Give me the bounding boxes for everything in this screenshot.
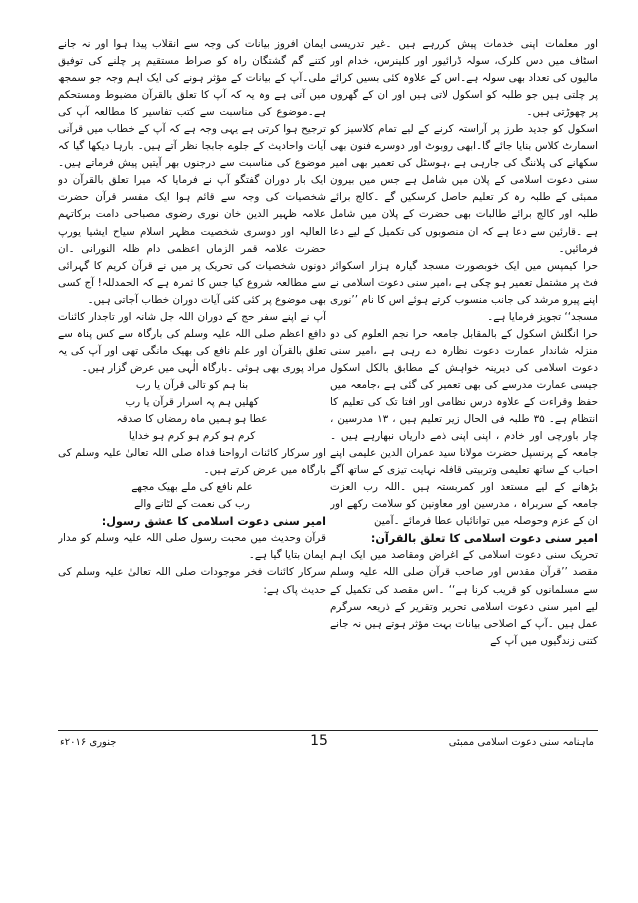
paragraph: حرا انگلش اسکول کے بالمقابل جامعہ حرا نجم العلوم کی دو منزلہ شاندار عمارت دعوت نظارہ دے رہی ہے ،امیر سنی دعوت اسلامی کی دیرینہ خواہش کے مطابق بالکل اسکول جیسی عمارت مدرسے کی بھی تعمیر کی گئی ہے ،جامعہ میں حفظ وقراءت کے علاوہ درس نظامی اور افتا تک کی تعلیم کا انتظام ہے۔ ۳۵ طلبہ فی الحال زیر تعلیم ہیں ، ۱۳ مدرسین ، چار باورچی اور خادم ، اپنی اپنی ذمے داریاں نبھارہے ہیں ۔ جامعہ کے پرنسپل حضرت مولانا سید عمران الدین علیمی اپنے احباب کے ساتھ تعلیمی وتربیتی قافلہ نہایت تیزی کے ساتھ آگے بڑھانے کے لیے مستعد اور کمربستہ ہیں ۔اللہ رب العزت جامعہ کے سربراہ ، مدرسین اور معاونین کو سلامت رکھے اور ان کے عزم وحوصلہ میں توانائیاں عطا فرمائے ۔آمین bbox=[330, 327, 598, 528]
paragraph: سرکار کائنات فخر موجودات صلی اللہ تعالیٰ علیہ وسلم کی حدیث پاک ہے: bbox=[58, 566, 326, 596]
footer-magazine-name: ماہنامہ سنی دعوت اسلامی ممبئی bbox=[448, 737, 594, 748]
paragraph: حرا کیمپس میں ایک خوبصورت مسجد گیارہ ہزار اسکوائر فٹ پر مشتمل تعمیر ہو چکی ہے ،امیر سنی دعوت اسلامی نے اپنے پیرو مرشد کی جانب منسوب کرتے ہوئے اس کا نام ’’نوری مسجد‘‘ تجویز فرمایا ہے۔ bbox=[330, 259, 598, 323]
poem-verse: کرم ہو کرم ہو کرم ہو خدایا bbox=[128, 430, 256, 443]
poem-verse: کھلیں ہم پہ اسرار قرآن یا رب bbox=[125, 395, 259, 408]
poem-verse: علم نافع کی ملے بھیک مجھے bbox=[131, 481, 253, 494]
paragraph: اسکول کو جدید طرز پر آراستہ کرنے کے لیے تمام کلاسیز کو اسمارٹ کلاس بنایا جائے گا۔ابھی روبوٹ اور دوسرے فنون بھی سکھانے کی پلاننگ کی جارہی ہے ،ہوسٹل کی تعمیر بھی امیر سنی دعوت اسلامی کے پلان میں شامل ہے جس میں بیرون ممبئی کے طلبہ رہ کر تعلیم حاصل کرسکیں گے ۔کالج برائے طلبہ اور کالج برائے طالبات بھی حضرت کے پلان میں شامل ہے ۔قارئین سے دعا ہے کہ ان منصوبوں کی تکمیل کے لیے دعا فرمائیں۔ bbox=[330, 123, 598, 255]
paragraph: اور سرکار کائنات ارواحنا فداہ صلی اللہ تعالیٰ علیہ وسلم کی بارگاہ میں عرض کرتے ہیں۔ bbox=[58, 447, 326, 477]
paragraph: قرآن وحدیث میں محبت رسول صلی اللہ علیہ وسلم کو مدار ایمان بتایا گیا ہے۔ bbox=[58, 532, 326, 562]
page-number: 15 bbox=[310, 733, 328, 749]
poem-verse: رب کی نعمت کے لٹانے والے bbox=[134, 498, 250, 511]
poem-verse: عطا ہو ہمیں ماہ رمضاں کا صدقہ bbox=[116, 413, 268, 426]
paragraph: تحریک سنی دعوت اسلامی کے اغراض ومقاصد میں ایک اہم مقصد ’’قرآن مقدس اور صاحب قرآن صلی اللہ علیہ وسلم سے مسلمانوں کو قریب کرنا ہے‘‘ ۔اس مقصد کی تکمیل کے لیے امیر سنی دعوت اسلامی تحریر وتقریر کے ذریعہ سرگرم عمل ہیں ۔آپ کے اصلاحی بیانات بہت مؤثر ہوتے ہیں نہ جانے کتنی زندگیوں میں آپ کے bbox=[330, 549, 598, 647]
right-text-column bbox=[330, 36, 598, 726]
section-heading: امیر سنی دعوت اسلامی کا عشق رسول: bbox=[101, 515, 326, 529]
paragraph: ایمان افروز بیانات کی وجہ سے انقلاب پیدا ہوا اور نہ جانے کتنے گم گشتگان راہ کو صراط مستقیم پر چلنے کی توفیق ملی۔آپ کے بیانات کے مؤثر ہونے کی ایک اہم وجہ جو سمجھ میں آتی ہے وہ یہ کہ آپ کا تعلق بالقرآن مضبوط ومستحکم ہے۔موضوع کی مناسبت سے کتب تفاسیر کا مطالعہ آپ کی ترجیح ہوا کرتی ہے یہی وجہ ہے کہ آپ کے خطاب میں قرآنی آیات واحادیث کے جلوے جابجا نظر آتے ہیں۔ بارہا دیکھا گیا کہ موضوع کی مناسبت سے درجنوں بھر آیتیں پیش فرماتے ہیں۔ ایک بار دوران گفتگو آپ نے فرمایا کہ میرا تعلق بالقرآن دو شخصیات کی وجہ سے قائم ہوا ایک مفسر قرآن حضرت علامہ ظہیر الدین خان نوری رضوی مصباحی دامت برکاتہم العالیہ اور دوسری شخصیت مظہر اسلام سیاح ایشیا یورپ حضرت علامہ قمر الزماں اعظمی دام ظلہ النورانی ۔ان دونوں شخصیات کی تحریک پر میں نے قرآن کریم کا گہرائی سے مطالعہ شروع کیا جس کا ثمرہ ہے کہ الحمدللہ! آج کسی بھی موضوع پر کئی کئی آیات دوران خطاب آجاتی ہیں۔ bbox=[58, 38, 326, 306]
paragraph: اور معلمات اپنی خدمات پیش کررہے ہیں ۔غیر تدریسی اسٹاف میں دس کلرک، سولہ ڈرائیور اور کلینرس، خدام اور مالیوں کی تعداد بھی سولہ ہے۔اس کے علاوہ کئی بسیں کرائے پر چلتی ہیں جو طلبہ کو اسکول لاتی ہیں اور ان کے گھروں پر چھوڑتی ہیں۔ bbox=[330, 38, 598, 119]
left-text-column bbox=[58, 36, 326, 726]
poem-verse: بنا ہم کو تالی قرآن یا رب bbox=[135, 378, 249, 391]
section-heading: امیر سنی دعوت اسلامی کا تعلق بالقرآن: bbox=[370, 532, 598, 546]
paragraph: آپ نے اپنے سفر حج کے دوران اللہ جل شانہ اور تاجدار کائنات دافع اعظم صلی اللہ علیہ وسلم کی بارگاہ سے کس پناہ سے تعلق بالقرآن اور علم نافع کی بھیک مانگی تھی اور آپ کی یہ مراد پوری بھی ہوئی ۔بارگاہ الٰہی میں عرض گزار ہیں۔ bbox=[58, 310, 326, 374]
footer-date: جنوری ۲۰۱۶ء bbox=[60, 737, 117, 748]
footer-rule bbox=[58, 730, 598, 731]
